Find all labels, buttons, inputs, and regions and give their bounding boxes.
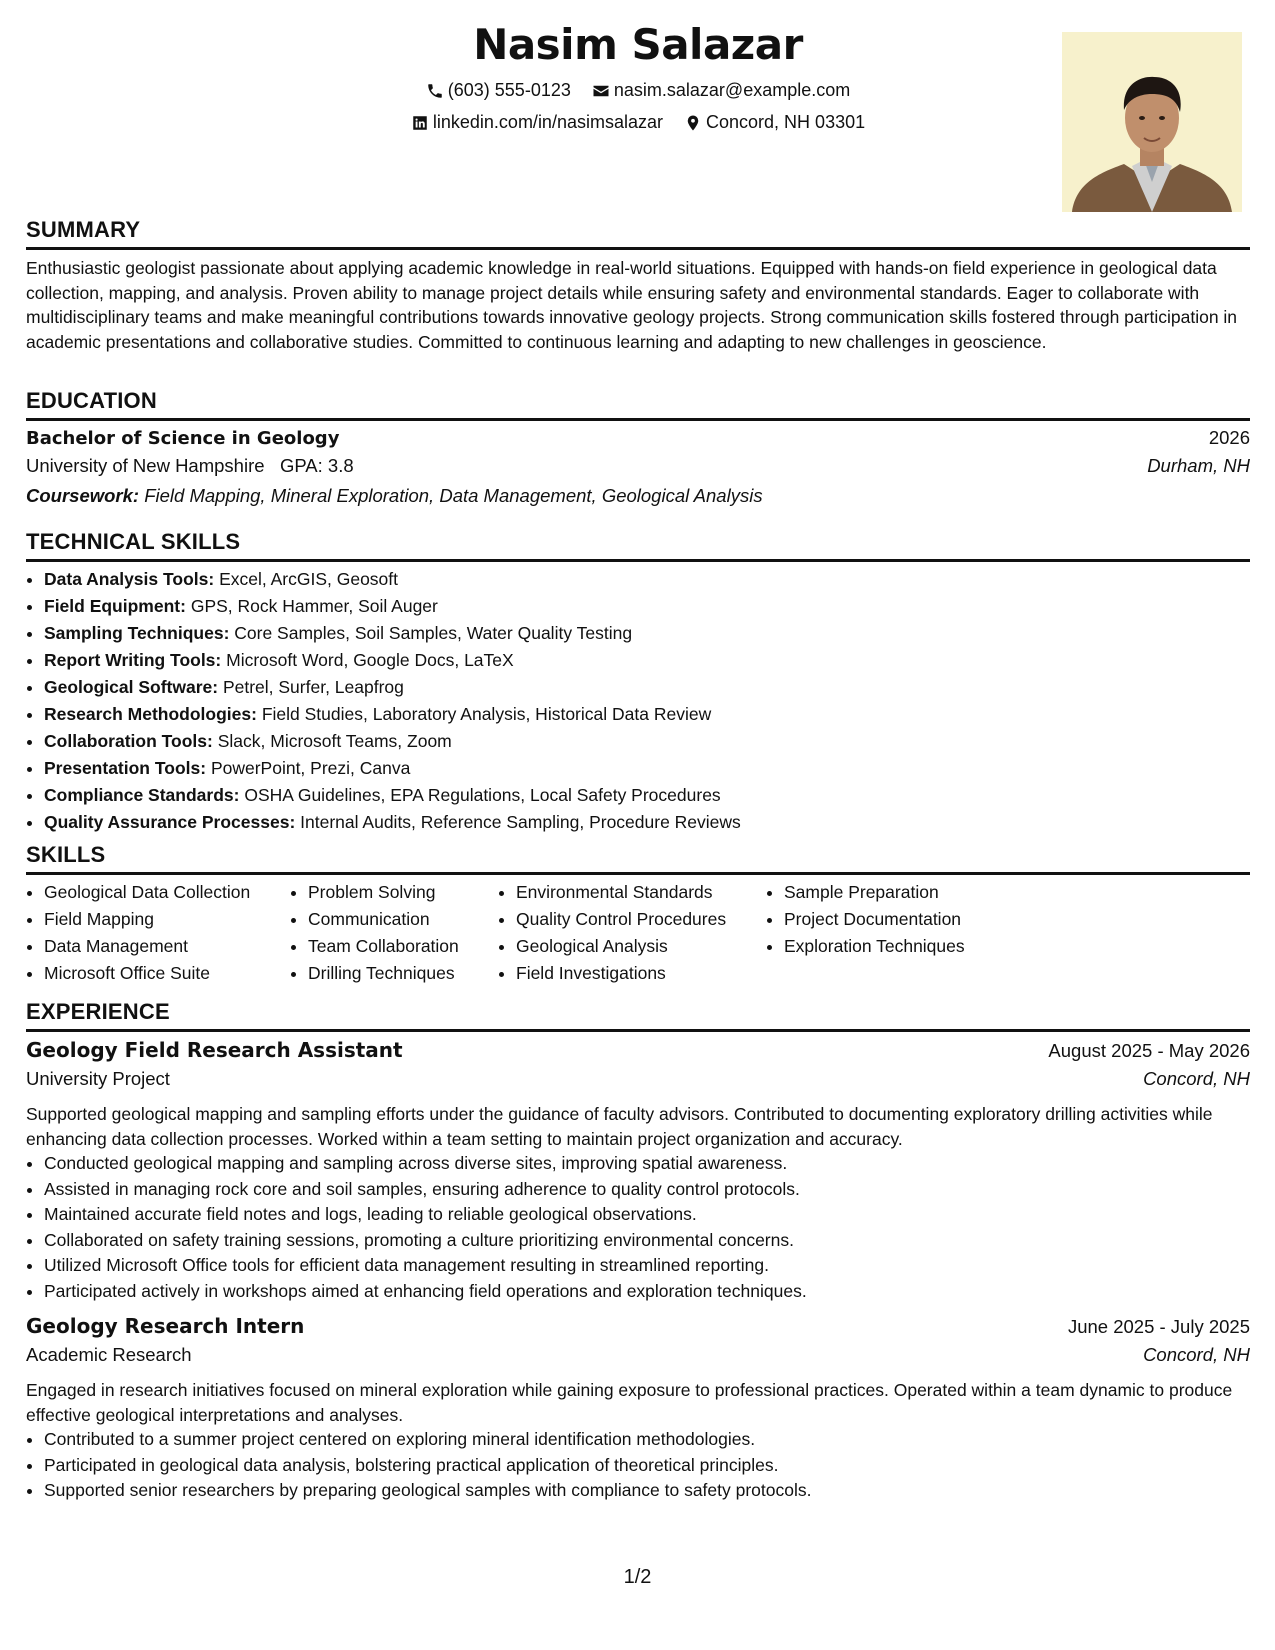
skills-column-2 <box>290 879 498 987</box>
list-item: • Participated actively in workshops aimed at enhancing field operations and exploration techniques. <box>44 1279 1250 1305</box>
page-indicator: 1/2 <box>623 1566 652 1588</box>
technical-skills-section <box>26 529 1250 836</box>
job-location: Concord, NH <box>1143 1068 1250 1089</box>
list-item <box>44 620 1250 647</box>
technical-skills-heading: TECHNICAL SKILLS <box>26 529 1250 562</box>
list-item: • Quality Control Procedures <box>516 906 766 933</box>
skill-label: Geological Software: <box>44 677 219 697</box>
linkedin-icon <box>411 114 429 132</box>
list-item <box>44 728 1250 755</box>
email-text: nasim.salazar@example.com <box>613 80 851 100</box>
job-title-row <box>26 1038 1250 1068</box>
skill-label: Data Analysis Tools: <box>44 569 215 589</box>
list-item: • Data Management <box>44 933 290 960</box>
skills-heading: SKILLS <box>26 842 1250 875</box>
skill-label: Collaboration Tools: <box>44 731 213 751</box>
job-org-row <box>26 1344 1250 1374</box>
skill-value: GPS, Rock Hammer, Soil Auger <box>190 596 438 616</box>
job-title: Geology Research Intern <box>26 1314 305 1338</box>
skills-grid <box>26 879 1250 987</box>
job-organization: University Project <box>26 1068 170 1089</box>
education-heading: EDUCATION <box>26 388 1250 421</box>
location-text: Concord, NH 03301 <box>706 112 866 132</box>
job-bullets <box>26 1427 1250 1504</box>
education-degree-row <box>26 427 1250 455</box>
phone-icon <box>426 82 444 100</box>
experience-entry <box>26 1314 1250 1504</box>
list-item: • Field Mapping <box>44 906 290 933</box>
skill-value: Excel, ArcGIS, Geosoft <box>219 569 399 589</box>
list-item: • Microsoft Office Suite <box>44 960 290 987</box>
job-title-row <box>26 1314 1250 1344</box>
summary-heading: SUMMARY <box>26 217 1250 250</box>
skill-label: Compliance Standards: <box>44 785 240 805</box>
coursework-label: Coursework: <box>26 485 140 506</box>
list-item: • Sample Preparation <box>784 879 1024 906</box>
experience-section <box>26 999 1250 1504</box>
skill-value: Petrel, Surfer, Leapfrog <box>222 677 404 697</box>
graduation-year: 2026 <box>1208 427 1250 448</box>
job-bullets <box>26 1151 1250 1304</box>
map-pin-icon <box>684 114 702 132</box>
school-name: University of New Hampshire <box>26 455 265 476</box>
skill-value: Slack, Microsoft Teams, Zoom <box>217 731 452 751</box>
portrait-image <box>1062 32 1242 212</box>
phone-contact[interactable] <box>426 80 571 101</box>
education-section <box>26 388 1250 513</box>
list-item <box>44 755 1250 782</box>
list-item <box>44 809 1250 836</box>
list-item <box>44 566 1250 593</box>
list-item: • Conducted geological mapping and sampling across diverse sites, improving spatial awareness. <box>44 1151 1250 1177</box>
list-item: • Assisted in managing rock core and soil samples, ensuring adherence to quality control protocols. <box>44 1177 1250 1203</box>
list-item: • Project Documentation <box>784 906 1024 933</box>
skill-value: OSHA Guidelines, EPA Regulations, Local Safety Procedures <box>244 785 721 805</box>
list-item: • Supported senior researchers by preparing geological samples with compliance to safety protocols. <box>44 1478 1250 1504</box>
job-title: Geology Field Research Assistant <box>26 1038 403 1062</box>
resume-page <box>26 0 1250 1650</box>
skill-label: Report Writing Tools: <box>44 650 222 670</box>
list-item: • Participated in geological data analysis, bolstering practical application of theoretical principles. <box>44 1453 1250 1479</box>
skill-value: Microsoft Word, Google Docs, LaTeX <box>226 650 514 670</box>
resume-header <box>26 0 1250 215</box>
profile-photo <box>1062 32 1242 212</box>
coursework-line <box>26 485 1250 513</box>
list-item: • Communication <box>308 906 498 933</box>
education-school-row <box>26 455 1250 485</box>
job-summary: Supported geological mapping and sampling efforts under the guidance of faculty advisors. Contributed to documenting exploratory drilling activities while enhancing data collection processes. Worked within a team setting to maintain project organization and accuracy. <box>26 1104 1213 1149</box>
skill-value: Field Studies, Laboratory Analysis, Historical Data Review <box>261 704 712 724</box>
job-summary: Engaged in research initiatives focused on mineral exploration while gaining exposure to professional practices. Operated within a team dynamic to produce effective geological interpretations and analyses. <box>26 1380 1233 1425</box>
job-dates: August 2025 - May 2026 <box>1048 1040 1250 1061</box>
skill-label: Sampling Techniques: <box>44 623 230 643</box>
job-org-row <box>26 1068 1250 1098</box>
list-item: • Geological Analysis <box>516 933 766 960</box>
list-item: • Geological Data Collection <box>44 879 290 906</box>
skill-label: Presentation Tools: <box>44 758 207 778</box>
job-location: Concord, NH <box>1143 1344 1250 1365</box>
technical-skills-list <box>26 566 1250 836</box>
list-item: • Problem Solving <box>308 879 498 906</box>
list-item <box>44 674 1250 701</box>
email-contact[interactable] <box>592 80 850 101</box>
list-item <box>44 701 1250 728</box>
school-info <box>26 455 354 477</box>
list-item: • Collaborated on safety training sessions, promoting a culture prioritizing environmental concerns. <box>44 1228 1250 1254</box>
skill-label: Field Equipment: <box>44 596 186 616</box>
list-item: • Team Collaboration <box>308 933 498 960</box>
skill-label: Quality Assurance Processes: <box>44 812 296 832</box>
list-item <box>44 593 1250 620</box>
list-item: • Environmental Standards <box>516 879 766 906</box>
skills-column-3 <box>498 879 766 987</box>
linkedin-contact[interactable] <box>411 112 663 133</box>
skills-column-4 <box>766 879 1024 987</box>
envelope-icon <box>592 82 610 100</box>
gpa: GPA: 3.8 <box>279 455 354 476</box>
phone-text: (603) 555-0123 <box>447 80 571 100</box>
summary-text: Enthusiastic geologist passionate about applying academic knowledge in real-world situations. Equipped with hands-on field experience in geological data collection, mapping, and analysis. Proven ability to manage project details while ensuring safety and environmental standards. Eager to collaborate with multidisciplinary teams and make meaningful contributions towards innovative geology projects. Strong communication skills fostered through participation in academic presentations and collaborative studies. Committed to continuous learning and adapting to new challenges in geoscience. <box>26 258 1238 352</box>
skills-section <box>26 842 1250 987</box>
list-item: • Contributed to a summer project centered on exploring mineral identification methodologies. <box>44 1427 1250 1453</box>
degree-name: Bachelor of Science in Geology <box>26 428 340 449</box>
skills-column-1 <box>26 879 290 987</box>
job-organization: Academic Research <box>26 1344 192 1365</box>
skill-value: Internal Audits, Reference Sampling, Procedure Reviews <box>300 812 741 832</box>
skill-value: PowerPoint, Prezi, Canva <box>210 758 411 778</box>
school-location: Durham, NH <box>1147 455 1250 476</box>
list-item: • Utilized Microsoft Office tools for efficient data management resulting in streamlined reporting. <box>44 1253 1250 1279</box>
linkedin-text: linkedin.com/in/nasimsalazar <box>432 112 663 132</box>
location-contact <box>684 112 865 133</box>
skill-label: Research Methodologies: <box>44 704 257 724</box>
job-dates: June 2025 - July 2025 <box>1067 1316 1250 1337</box>
coursework-list: Field Mapping, Mineral Exploration, Data Management, Geological Analysis <box>144 485 763 506</box>
summary-section <box>26 217 1250 354</box>
list-item <box>44 782 1250 809</box>
list-item: • Maintained accurate field notes and logs, leading to reliable geological observations. <box>44 1202 1250 1228</box>
candidate-name: Nasim Salazar <box>473 20 803 69</box>
list-item: • Drilling Techniques <box>308 960 498 987</box>
list-item: • Exploration Techniques <box>784 933 1024 960</box>
experience-entry <box>26 1038 1250 1304</box>
experience-heading: EXPERIENCE <box>26 999 1250 1032</box>
list-item: • Field Investigations <box>516 960 766 987</box>
skill-value: Core Samples, Soil Samples, Water Quality Testing <box>234 623 633 643</box>
list-item <box>44 647 1250 674</box>
